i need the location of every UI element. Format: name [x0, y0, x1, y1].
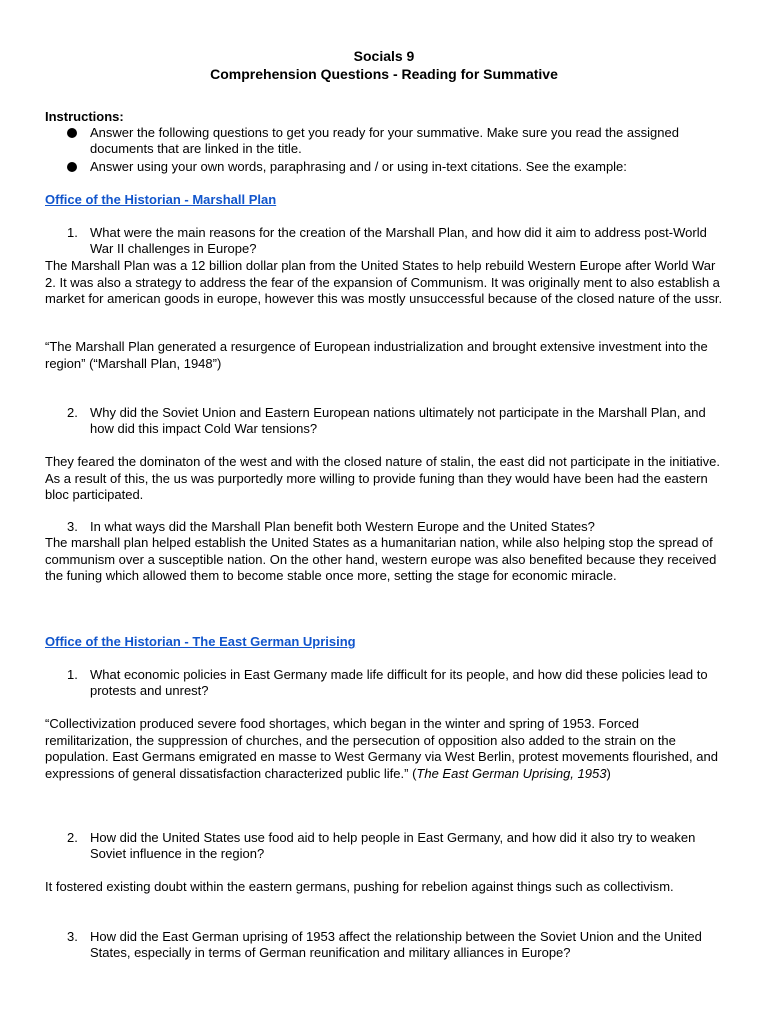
list-item: Answer the following questions to get you ready for your summative. Make sure you read the assigned documents that are linked in the title. — [67, 125, 737, 157]
document-title: Socials 9 — [353, 48, 415, 64]
bullet-icon — [67, 128, 77, 138]
answer-4-quote: “Collectivization produced severe food shortages, which began in the winter and spring of 1953. Forced remilitarization, the suppression of churches, and the persecution of opposition also added to the strain on the population. East Germans emigrated en masse to West Germany via West Berlin, protest movements flourished, and expressions of general dissatisfaction characterized public life.” (The East German Uprising, 1953) — [45, 716, 718, 781]
list-item: Answer using your own words, paraphrasing and / or using in-text citations. See the example: — [67, 159, 737, 175]
answer-1: The Marshall Plan was a 12 billion dollar plan from the United States to help rebuild Western Europe after World War 2. It was also a strategy to address the fear of the expansion of Communism. It was originally ment to also establish a market for american goods in europe, however this was mostly unsuccessful because of the closed nature of the ussr. — [45, 258, 723, 307]
question-5: 2. How did the United States use food aid to help people in East Germany, and how did it also try to weaken Soviet influence in the region? — [67, 830, 696, 861]
question-4: 1. What economic policies in East Germany made life difficult for its people, and how did these policies lead to protests and unrest? — [67, 667, 708, 698]
question-2: 2. Why did the Soviet Union and Eastern European nations ultimately not participate in the Marshall Plan, and how did this impact Cold War tensions? — [67, 405, 706, 436]
question-3: 3. In what ways did the Marshall Plan benefit both Western Europe and the United States? — [67, 519, 595, 534]
answer-2: They feared the dominaton of the west and with the closed nature of stalin, the east did not participate in the initiative. As a result of this, the us was purportedly more willing to provide funing than they would have been had the eastern bloc participated. — [45, 454, 720, 503]
answer-1-quote: “The Marshall Plan generated a resurgence of European industrialization and brought extensive investment into the region” (“Marshall Plan, 1948”) — [45, 339, 708, 371]
question-1: 1. What were the main reasons for the creation of the Marshall Plan, and how did it aim to address post-World War II challenges in Europe? — [67, 225, 707, 256]
question-6: 3. How did the East German uprising of 1953 affect the relationship between the Soviet Union and the United States, especially in terms of German reunification and military alliances in Europe? — [67, 929, 702, 960]
instructions-heading: Instructions: — [45, 109, 124, 124]
bullet-icon — [67, 162, 77, 172]
east-german-uprising-link[interactable]: Office of the Historian - The East German Uprising — [45, 634, 356, 649]
instructions-list — [67, 125, 737, 177]
answer-3: The marshall plan helped establish the United States as a humanitarian nation, while also helping stop the spread of communism over a susceptible nation. On the other hand, western europe was also benefited because they received the funing which allowed them to become stable once more, setting the stage for economic miracle. — [45, 535, 717, 584]
marshall-plan-link[interactable]: Office of the Historian - Marshall Plan — [45, 192, 277, 207]
document-subtitle: Comprehension Questions - Reading for Summative — [210, 66, 558, 82]
citation: The East German Uprising, 1953 — [416, 765, 607, 781]
document-header — [0, 47, 768, 83]
answer-5: It fostered existing doubt within the eastern germans, pushing for rebelion against things such as collectivism. — [45, 879, 674, 894]
